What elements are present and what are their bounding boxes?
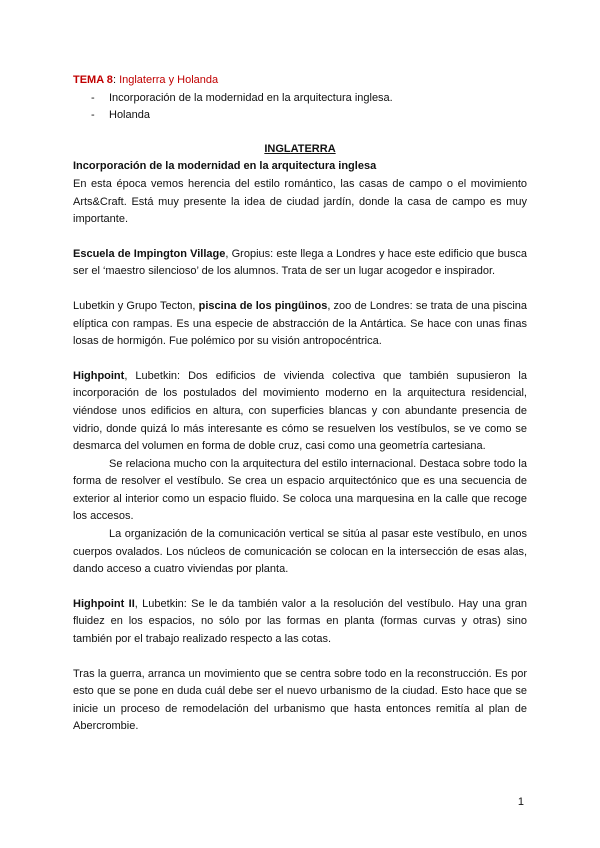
lubetkin-before: Lubetkin y Grupo Tecton, — [73, 299, 199, 312]
highpoint-paragraph-2: Se relaciona mucho con la arquitectura del estilo internacional. Destaca sobre todo la forma de resolver el vestíbulo. Se crea un espacio arquitectónico que es una secuencia de exterior al interior como un espacio fluido. Se coloca una marquesina en la calle que recoge los accesos. — [73, 457, 527, 523]
topic-separator: : — [112, 74, 120, 86]
highpoint2-name: Highpoint II — [73, 597, 135, 610]
highpoint-paragraph-3: La organización de la comunicación vertical se sitúa al pasar este vestíbulo, en unos cuerpos ovalados. Los núcleos de comunicación se colocan en la intersección de esas alas, dando acceso a cuatro viviendas por planta. — [73, 528, 527, 576]
topic-outline — [73, 90, 527, 125]
postwar-paragraph: Tras la guerra, arranca un movimiento que se centra sobre todo en la reconstrucción. Es por esto que se pone en duda cuál debe ser el nuevo urbanismo de la ciudad. Esto hace que se inicie un proceso de remodelación del urbanismo que hasta entonces remitía al plan de Abercrombie. — [73, 667, 527, 733]
highpoint2-paragraph — [73, 596, 527, 649]
highpoint-name: Highpoint — [73, 369, 125, 382]
outline-item: - Holanda — [73, 107, 527, 125]
subheading: Incorporación de la modernidad en la arquitectura inglesa — [73, 160, 377, 173]
page-content — [73, 72, 527, 736]
lubetkin-name: piscina de los pingüinos — [198, 299, 328, 312]
section-title: INGLATERRA — [264, 142, 336, 155]
highpoint2-text: , Lubetkin: Se le da también valor a la resolución del vestíbulo. Hay una gran fluidez en los espacios, no sólo por las formas en planta (formas curvas y otras) sino también por el trabajo realizado respecto a las cotas. — [73, 597, 528, 646]
intro-paragraph: En esta época vemos herencia del estilo romántico, las casas de campo o el movimiento Arts&Craft. Está muy presente la idea de ciudad jardín, donde la casa de campo es muy importante. — [73, 177, 527, 226]
topic-heading — [73, 72, 527, 90]
impington-paragraph — [73, 246, 527, 281]
lubetkin-after: , zoo de Londres: se trata de una piscina elíptica con rampas. Es una especie de abstracción de la Antártica. Se hace con unas finas losas de hormigón. Fue polémico por su visión antropocéntrica. — [73, 299, 527, 348]
lubetkin-paragraph — [73, 298, 527, 351]
topic-title: Inglaterra y Holanda — [119, 74, 219, 86]
impington-text: , Gropius: este llega a Londres y hace este edificio que busca ser el ‘maestro silencioso’ de los alumnos. Trata de ser un lugar acogedor e inspirador. — [73, 247, 527, 278]
outline-item: - Incorporación de la modernidad en la arquitectura inglesa. — [73, 90, 527, 108]
impington-name: Escuela de Impington Village — [73, 247, 226, 260]
highpoint-paragraph — [73, 368, 527, 456]
page-number: 1 — [517, 796, 524, 808]
highpoint-text: , Lubetkin: Dos edificios de vivienda colectiva que también supusieron la incorporación de los postulados del movimiento moderno en la arquitectura residencial, viéndose unos edificios en altura, con superficies blancas y con abundante presencia de vidrio, donde quizá lo más interesante es cómo se resuelven los vestíbulos, se ve como se desmarca del volumen en forma de doble cruz, casi como una geometría cartesiana. — [73, 369, 527, 453]
topic-label: TEMA 8 — [73, 74, 113, 86]
